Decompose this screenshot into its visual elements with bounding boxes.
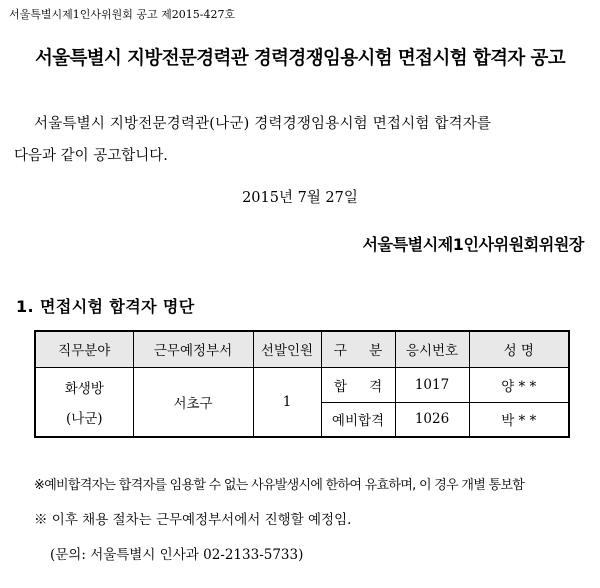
category-cell: 합 격 bbox=[321, 367, 395, 402]
name-cell: 양 * * bbox=[469, 367, 569, 402]
note-next-steps: ※ 이후 채용 절차는 근무예정부서에서 진행할 예정임. bbox=[34, 512, 352, 528]
document-title: 서울특별시 지방전문경력관 경력경쟁임용시험 면접시험 합격자 공고 bbox=[34, 48, 566, 69]
exam-number-cell: 1017 bbox=[395, 367, 469, 402]
exam-number-cell: 1026 bbox=[395, 402, 469, 437]
notice-number: 서울특별시제1인사위원회 공고 제2015-427호 bbox=[9, 8, 236, 21]
issuer-name: 서울특별시제1인사위원회위원장 bbox=[362, 235, 584, 254]
header-cell: 응시번호 bbox=[395, 331, 469, 367]
body-text-line-1: 서울특별시 지방전문경력관(나군) 경력경쟁임용시험 면접시험 합격자를 bbox=[34, 116, 492, 132]
section-title: 1. 면접시험 합격자 명단 bbox=[16, 297, 195, 316]
job-field-group: (나군) bbox=[65, 410, 103, 427]
job-field-cell bbox=[35, 367, 133, 437]
body-text-line-2: 다음과 같이 공고합니다. bbox=[14, 148, 168, 164]
quota-cell: 1 bbox=[253, 367, 321, 437]
notice-date: 2015년 7월 27일 bbox=[242, 190, 358, 206]
header-cell: 직무분야 bbox=[35, 331, 133, 367]
header-cell: 근무예정부서 bbox=[133, 331, 253, 367]
name-cell: 박 * * bbox=[469, 402, 569, 437]
header-cell: 선발인원 bbox=[253, 331, 321, 367]
job-field-name: 화생방 bbox=[64, 380, 104, 397]
category-cell: 예비합격 bbox=[321, 402, 395, 437]
table-header-row bbox=[35, 331, 569, 367]
result-table bbox=[34, 330, 570, 438]
contact-info: (문의: 서울특별시 인사과 02-2133-5733) bbox=[50, 547, 304, 563]
note-reserve-pass: ※예비합격자는 합격자를 임용할 수 없는 사유발생시에 한하여 유효하며, 이 경우 개별 통보함 bbox=[34, 478, 525, 493]
header-cell: 성 명 bbox=[469, 331, 569, 367]
table-row bbox=[35, 367, 569, 402]
department-cell: 서초구 bbox=[133, 367, 253, 437]
header-cell: 구 분 bbox=[321, 331, 395, 367]
